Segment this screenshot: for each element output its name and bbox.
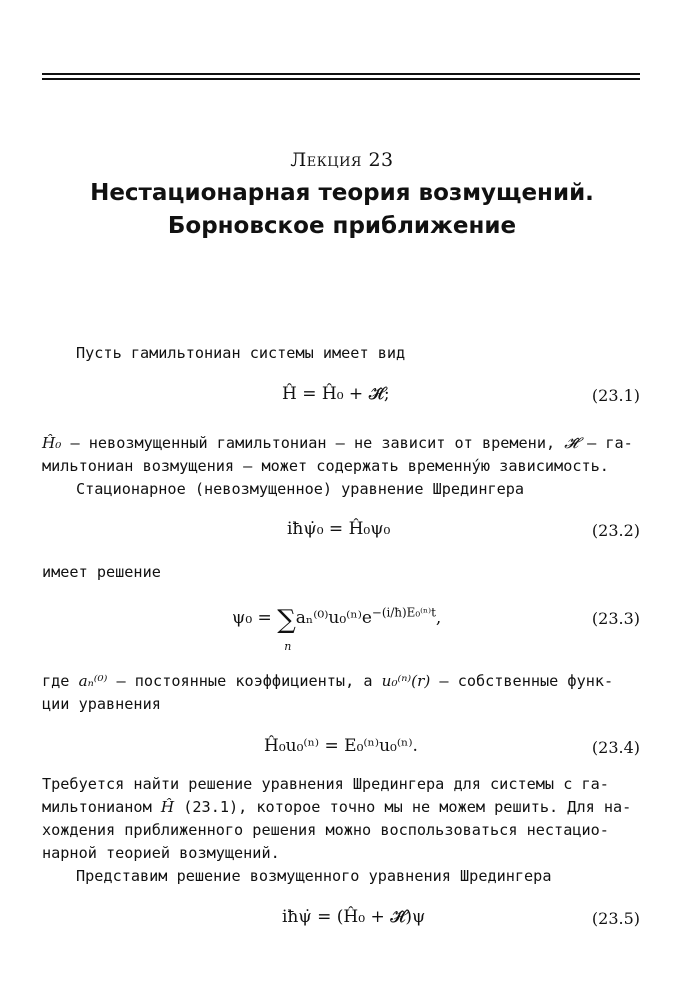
paragraph-requirement-line-2 [42,800,631,815]
text-span: где [42,672,79,690]
paragraph-coefficients-line-2: ции уравнения [42,695,161,713]
paragraph-hamiltonian-line-1 [42,436,633,451]
chapter-title-line-2: Борновское приближение [167,213,517,239]
equation-number-23-4: (23.4) [591,738,640,757]
eigenfunction-symbol: u₀⁽ⁿ⁾(r) [381,672,431,690]
sum-sign: ∑ [277,605,296,635]
perturbation-symbol: 𝓗̂ [564,434,578,452]
equation-23-1: Ĥ = Ĥ₀ + 𝓗̂; [282,384,390,404]
sum-symbol [277,605,296,653]
equation-23-3 [232,605,442,653]
paragraph-requirement-line-3: хождения приближенного решения можно воспользоваться нестацио- [42,821,609,839]
equation-23-5: iħψ̇ = (Ĥ₀ + 𝓗̂)ψ [282,907,426,927]
equation-23-2: iħψ̇₀ = Ĥ₀ψ₀ [287,519,391,539]
text-span: — собственные функ- [430,672,614,690]
sum-index: n [284,640,292,653]
paragraph-requirement-line-1: Требуется найти решение уравнения Шредингера для системы с га- [42,775,609,793]
hamiltonian-symbol: Ĥ [160,798,175,816]
paragraph-stationary-equation: Стационарное (невозмущенное) уравнение Шредингера [76,480,525,498]
text-span: — га- [577,434,633,452]
paragraph-represent-solution: Представим решение возмущенного уравнения Шредингера [76,867,552,885]
paragraph-hamiltonian-line-2: мильтониан возмущения — может содержать временну́ю зависимость. [42,457,609,475]
eq3-end: , [435,608,442,628]
unperturbed-hamiltonian-symbol: Ĥ₀ [42,434,62,452]
eq3-exponent: −(i/ħ)E₀⁽ⁿ⁾t [371,605,436,620]
paragraph-requirement-line-4: нарной теорией возмущений. [42,844,280,862]
equation-number-23-3: (23.3) [591,609,640,628]
lecture-heading: Лекция 23 [290,149,394,171]
text-span: — постоянные коэффициенты, а [107,672,382,690]
top-rule-lower [42,78,640,80]
text-span: мильтонианом [42,798,161,816]
paragraph-coefficients-line-1 [42,674,613,689]
eq3-rhs: aₙ⁽⁰⁾u₀⁽ⁿ⁾e [295,608,372,628]
equation-23-4: Ĥ₀u₀⁽ⁿ⁾ = E₀⁽ⁿ⁾u₀⁽ⁿ⁾. [264,736,418,756]
text-span: — невозмущенный гамильтониан — не зависит от времени, [61,434,565,452]
paragraph-has-solution: имеет решение [42,563,161,581]
equation-number-23-5: (23.5) [591,909,640,928]
equation-number-23-1: (23.1) [591,386,640,405]
coefficient-symbol: aₙ⁽⁰⁾ [78,672,108,690]
eq3-lhs: ψ₀ = [232,608,278,628]
chapter-title-line-1: Нестационарная теория возмущений. [90,180,594,206]
equation-number-23-2: (23.2) [591,521,640,540]
text-span: (23.1), которое точно мы не можем решить. Для на- [174,798,632,816]
paragraph-intro: Пусть гамильтониан системы имеет вид [76,344,406,362]
top-rule-upper [42,73,640,75]
